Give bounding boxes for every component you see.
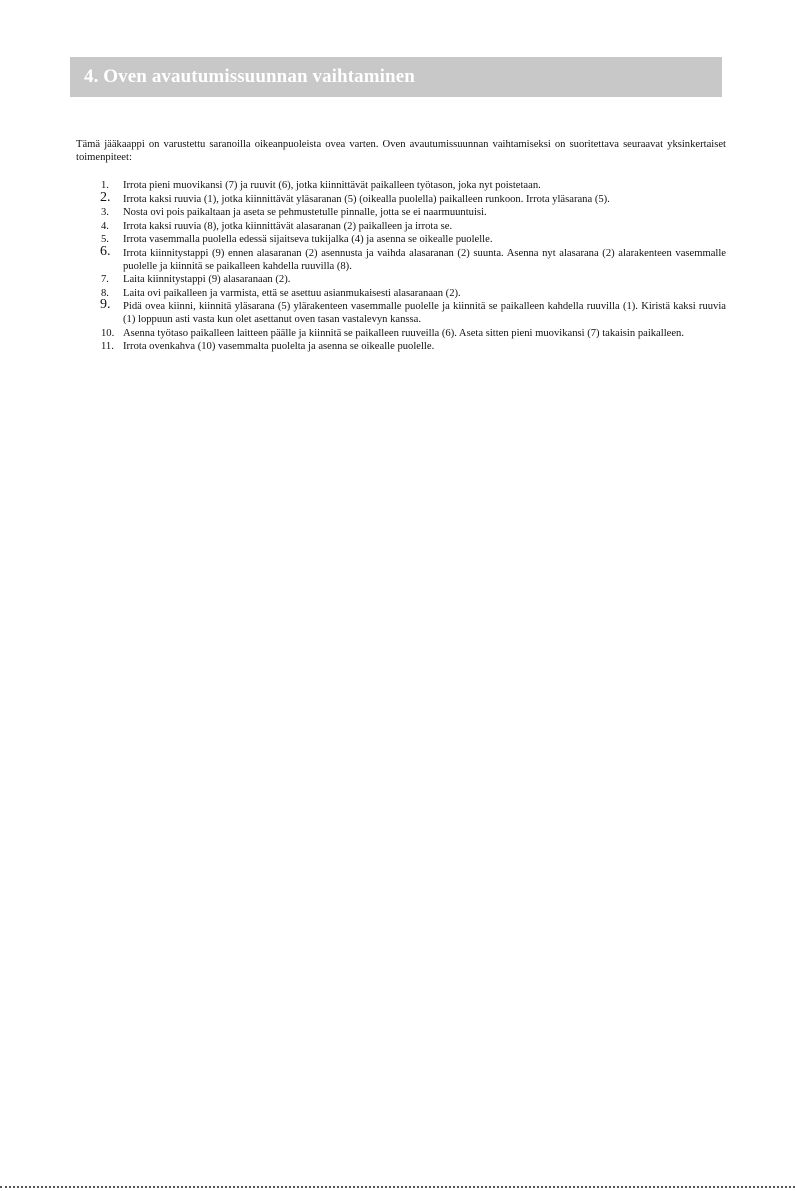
instruction-step	[76, 220, 726, 233]
step-text: Laita ovi paikalleen ja varmista, että se asettuu asianmukaisesti alasaranaan (2).	[123, 287, 461, 299]
instruction-step	[76, 340, 726, 353]
step-text: Laita kiinnitystappi (9) alasaranaan (2).	[123, 274, 291, 285]
step-number: 7.	[101, 274, 109, 285]
step-number: 3.	[101, 207, 109, 218]
instruction-step	[76, 189, 726, 206]
intro-paragraph: Tämä jääkaappi on varustettu saranoilla oikeanpuoleista ovea varten. Oven avautumissuunnan vaihtamiseksi on suoritettava seuraavat yksinkertaiset toimenpiteet:	[76, 139, 726, 163]
step-number: 6.	[100, 243, 111, 259]
step-text: Irrota kaksi ruuvia (1), jotka kiinnittävät yläsaranan (5) (oikealla puolella) paikalleen runkoon. Irrota yläsarana (5).	[123, 193, 610, 205]
instruction-steps-list	[76, 179, 726, 354]
step-text: Pidä ovea kiinni, kiinnitä yläsarana (5) ylärakenteen vasemmalle puolelle ja kiinnitä se paikalleen kahdella ruuvilla (1). Kiristä kaksi ruuvia (1) loppuun asti vasta kun olet asettanut oven tasan vastalevyn kanssa.	[123, 301, 726, 325]
instruction-step	[76, 243, 726, 273]
step-text: Irrota vasemmalla puolella edessä sijaitseva tukijalka (4) ja asenna se oikealle puolelle.	[123, 234, 493, 245]
step-number: 11.	[101, 341, 114, 352]
instruction-step	[76, 287, 726, 300]
step-number: 1.	[101, 180, 109, 191]
bottom-dotted-rule	[0, 1186, 795, 1188]
instruction-step	[76, 273, 726, 286]
step-text: Irrota pieni muovikansi (7) ja ruuvit (6), jotka kiinnittävät paikalleen työtason, joka nyt poistetaan.	[123, 180, 541, 191]
section-title: 4. Oven avautumissuunnan vaihtaminen	[84, 66, 415, 87]
step-text: Irrota ovenkahva (10) vasemmalta puolelta ja asenna se oikealle puolelle.	[123, 341, 435, 352]
step-number: 8.	[101, 287, 109, 299]
instruction-step	[76, 297, 726, 326]
instruction-step	[76, 327, 726, 340]
step-number: 9.	[100, 297, 111, 312]
step-text: Nosta ovi pois paikaltaan ja aseta se pehmustetulle pinnalle, jotta se ei naarmuuntuisi.	[123, 207, 487, 218]
step-number: 5.	[101, 234, 109, 245]
step-text: Asenna työtaso paikalleen laitteen päälle ja kiinnitä se paikalleen ruuveilla (6). Aseta sitten pieni muovikansi (7) takaisin paikalleen.	[123, 327, 684, 339]
step-number: 10.	[101, 327, 115, 339]
section-header-bar	[70, 57, 722, 97]
instruction-step	[76, 206, 726, 219]
instruction-step	[76, 233, 726, 246]
step-number: 4.	[101, 220, 109, 232]
step-text: Irrota kiinnitystappi (9) ennen alasaranan (2) asennusta ja vaihda alasaranan (2) suunta. Asenna nyt alasarana (2) alarakenteen vasemmalle puolelle ja kiinnitä se paikalleen kahdella ruuvilla (8).	[123, 247, 726, 272]
instruction-step	[76, 179, 726, 192]
step-text: Irrota kaksi ruuvia (8), jotka kiinnittävät alasaranan (2) paikalleen ja irrota se.	[123, 220, 453, 232]
step-number: 2.	[100, 189, 111, 205]
